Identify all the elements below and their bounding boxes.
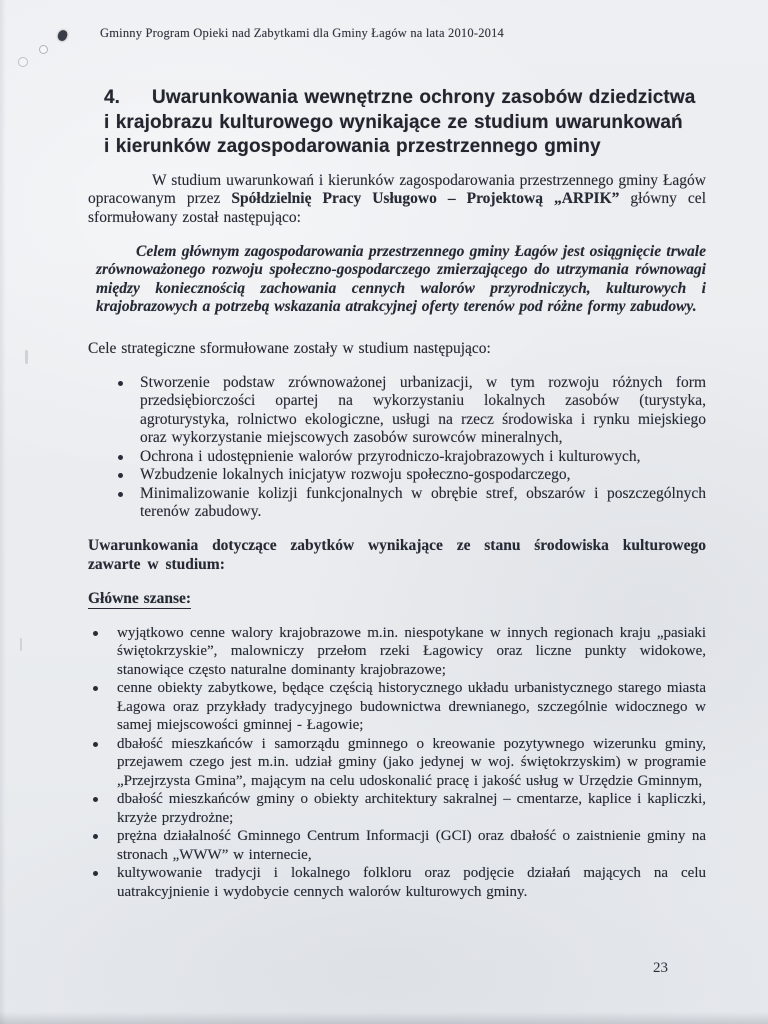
scan-edge-shadow xyxy=(0,1012,768,1024)
chances-list xyxy=(88,624,706,902)
ink-blot-artifact xyxy=(57,29,69,42)
list-item: kultywowanie tradycji i lokalnego folkloru oraz podjęcie działań mających na celu uatrakcyjnienie i wydobycie cennych walorów kulturowych gminy. xyxy=(117,865,706,900)
section-heading xyxy=(104,86,706,160)
section-heading-text: Uwarunkowania wewnętrzne ochrony zasobów dziedzictwa xyxy=(152,87,696,108)
page-body xyxy=(88,86,706,901)
list-item: Ochrona i udostępnienie walorów przyrodniczo-krajobrazowych i kulturowych, xyxy=(140,448,706,467)
margin-smudge xyxy=(20,638,22,651)
section-heading-line2: i krajobrazu kulturowego wynikające ze studium uwarunkowań xyxy=(104,111,683,133)
strategic-goals-list xyxy=(88,374,706,522)
chances-heading-underlined: Główne szanse: xyxy=(88,590,192,607)
list-item: prężna działalność Gminnego Centrum Informacji (GCI) oraz dbałość o zaistnienie gminy na stronach „WWW” w internecie, xyxy=(117,828,706,863)
page-number: 23 xyxy=(653,960,668,976)
chances-heading xyxy=(88,589,706,608)
section-number: 4. xyxy=(104,87,121,108)
section-heading-line1 xyxy=(104,86,706,111)
list-item: wyjątkowo cenne walory krajobrazowe m.in. niespotykane w innych regionach kraju „pasiaki świętokrzyskie”, malowniczy przełom rzeki Łagowicy oraz liczne punkty widokowe, stanowiące często naturalne dominanty krajobrazowe; xyxy=(117,624,706,678)
running-header: Gminny Program Opieki nad Zabytkami dla Gminy Łagów na lata 2010-2014 xyxy=(100,26,504,40)
list-item: dbałość mieszkańców gminy o obiekty architektury sakralnej – cmentarze, kaplice i kapliczki, krzyże przydrożne; xyxy=(117,791,706,826)
list-item: Minimalizowanie kolizji funkcjonalnych w obrębie stref, obszarów i poszczególnych terenów zabudowy. xyxy=(140,484,706,520)
intro-bold-company-name: Spółdzielnię Pracy Usługowo – Projektową „ARPIK” xyxy=(231,190,620,207)
list-item: dbałość mieszkańców i samorządu gminnego o kreowanie pozytywnego wizerunku gminy, przejawem czego jest m.in. udział gminy (jako jedynej w woj. świętokrzyskim) w programie „Przejrzysta Gmina”, mającym na celu udoskonalić pracę i jakość usług w Urzędzie Gminnym, xyxy=(117,735,706,789)
conditions-heading: Uwarunkowania dotyczące zabytków wynikające ze stanu środowiska kulturowego zawarte w studium: xyxy=(88,536,706,573)
scan-edge-shadow xyxy=(0,0,6,1024)
main-goal-quote: Celem głównym zagospodarowania przestrzennego gminy Łagów jest osiągnięcie trwale zrównoważonego rozwoju społeczno-gospodarczego zmierzającego do utrzymania równowagi między koniecznością zachowania cennych walorów przyrodniczych, kulturowych i krajobrazowych a potrzebą wskazania atrakcyjnej oferty terenów pod różne formy zabudowy. xyxy=(96,242,706,315)
list-item: cenne obiekty zabytkowe, będące częścią historycznego układu urbanistycznego starego miasta Łagowa oraz przykłady tradycyjnego budownictwa drewnianego, szczególnie widocznego w samej miejscowości gminnej - Łagowie; xyxy=(117,680,706,733)
list-item: Wzbudzenie lokalnych inicjatyw rozwoju społeczno-gospodarczego, xyxy=(140,466,706,485)
hole-punch-mark xyxy=(18,57,28,67)
intro-text-start: W studium uwarunkowań i kierunków zagospodarowania przestrzennego gminy Łagów opracowanym przez xyxy=(88,171,706,207)
margin-smudge xyxy=(25,350,28,364)
hole-punch-mark xyxy=(39,45,48,54)
intro-paragraph xyxy=(88,172,706,228)
section-heading-line3: i kierunków zagospodarowania przestrzennego gminy xyxy=(104,136,601,157)
list-item: Stworzenie podstaw zrównoważonej urbanizacji, w tym rozwoju różnych form przedsiębiorczości opartej na wykorzystaniu lokalnych zasobów (turystyka, agroturystyka, rolnictwo ekologiczne, usługi na rzecz środowiska i rynku miejskiego oraz wykorzystanie miejscowych zasobów surowców mineralnych, xyxy=(140,373,706,446)
strategic-goals-lead: Cele strategiczne sformułowane zostały w studium następująco: xyxy=(88,339,491,357)
intro-text-end: główny cel sformułowany został następująco: xyxy=(88,190,706,226)
